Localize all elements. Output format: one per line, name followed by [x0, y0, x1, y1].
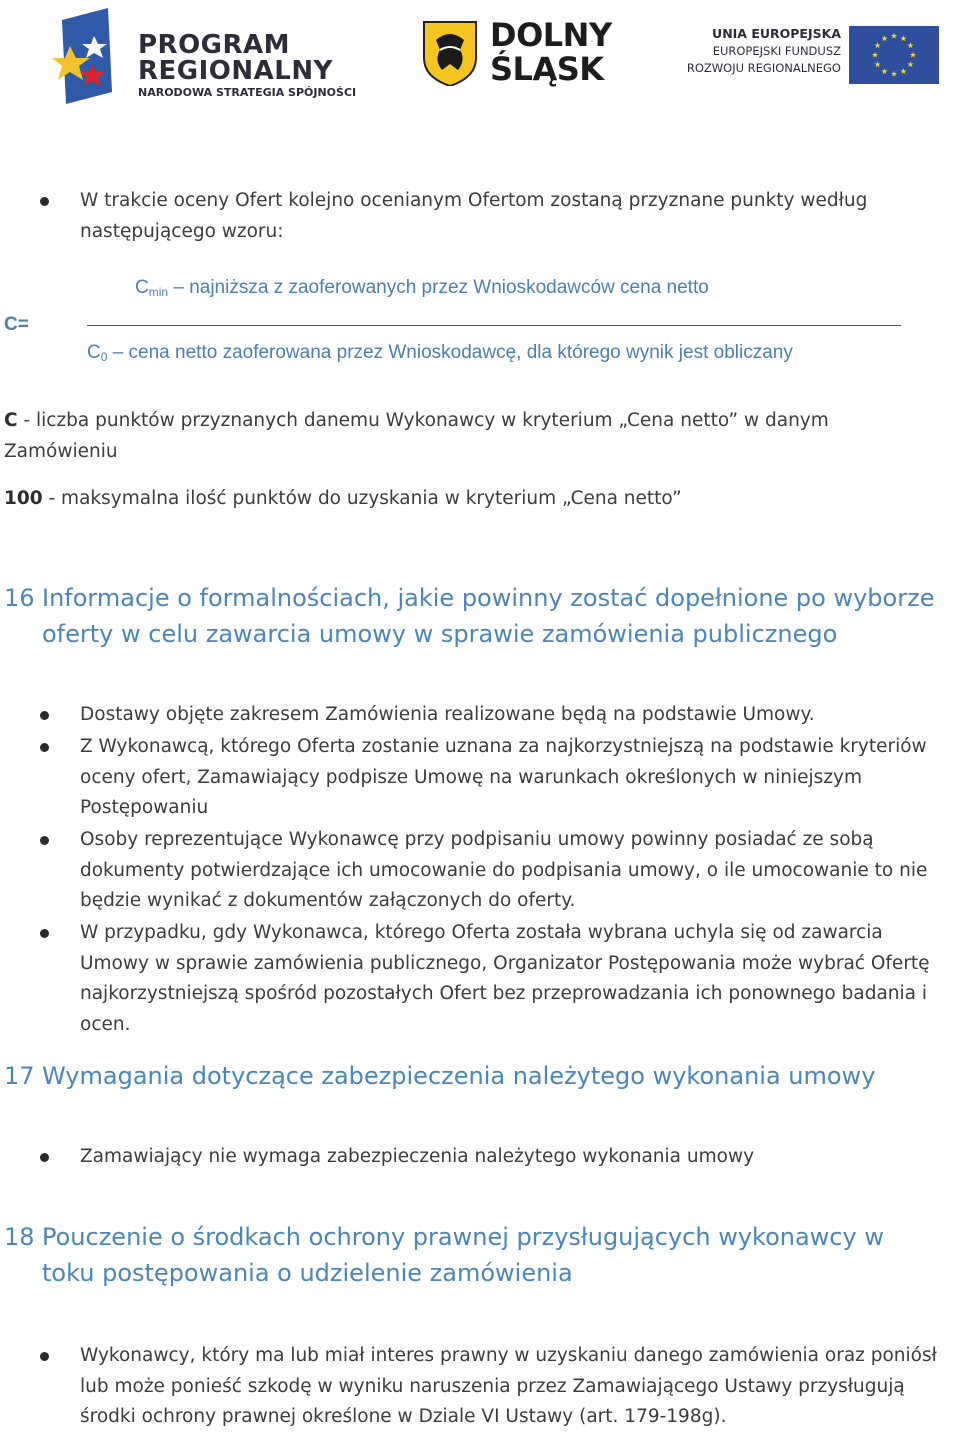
s16-bullet-1: Dostawy objęte zakresem Zamówienia realizowane będą na podstawie Umowy. [80, 704, 815, 725]
denominator-var: C [87, 342, 101, 363]
definition-text: - liczba punktów przyznanych danemu Wykonawcy w kryterium „Cena netto” w danym Zamówieniu [4, 410, 829, 462]
numerator-text: – najniższa z zaoferowanych przez Wnioskodawców cena netto [168, 277, 709, 298]
definition-c [4, 406, 904, 467]
bullet-icon [40, 836, 49, 845]
bullet-icon [40, 197, 49, 206]
fraction-line [87, 325, 901, 326]
coat-of-arms-icon [422, 20, 478, 86]
s17-bullet-1: Zamawiający nie wymaga zabezpieczenia należytego wykonania umowy [80, 1146, 755, 1167]
definition-100 [4, 484, 904, 515]
eu-flag-icon [849, 26, 939, 84]
eu-logo [683, 26, 943, 86]
section-17-title: Wymagania dotyczące zabezpieczenia należytego wykonania umowy [42, 1062, 876, 1090]
definition-text: - maksymalna ilość punktów do uzyskania w kryterium „Cena netto” [42, 488, 682, 509]
section-16-title: Informacje o formalnościach, jakie powinny zostać dopełnione po wyborze oferty w celu zawarcia umowy w sprawie zamówienia publicznego [42, 584, 935, 648]
bullet-icon [40, 1352, 49, 1361]
program-logo-line1: PROGRAM [138, 30, 291, 60]
denominator-subscript: 0 [100, 350, 108, 364]
s18-bullet-1: Wykonawcy, który ma lub miał interes prawny w uzyskaniu danego zamówienia oraz poniósł lub może ponieść szkodę w wyniku naruszenia przez Zamawiającego Ustawy przysługują środki ochrony prawnej określone w Dziale VI Ustawy (art. 179-198g). [80, 1345, 937, 1427]
formula-denominator [87, 342, 793, 364]
star-flag-icon [50, 6, 135, 106]
bullet-icon [40, 743, 49, 752]
eu-logo-line1: UNIA EUROPEJSKA [712, 26, 841, 41]
eu-logo-line3: ROZWOJU REGIONALNEGO [686, 61, 841, 75]
dolny-logo-line1: DOLNY [490, 16, 612, 54]
definition-term: C [4, 410, 18, 431]
program-regionalny-logo [50, 6, 370, 108]
intro-text: W trakcie oceny Ofert kolejno ocenianym Ofertom zostaną przyznane punkty według następującego wzoru: [80, 190, 868, 242]
dolny-logo-line2: ŚLĄSK [490, 50, 604, 88]
bullet-icon [40, 1153, 49, 1162]
s16-bullet-2: Z Wykonawcą, którego Oferta zostanie uznana za najkorzystniejszą na podstawie kryteriów oceny ofert, Zamawiający podpisze Umowę na warunkach określonych w niniejszym Postępowaniu [80, 736, 927, 818]
program-logo-line3: NARODOWA STRATEGIA SPÓJNOŚCI [138, 86, 357, 99]
section-16-number: 16 [4, 584, 35, 612]
section-18-title: Pouczenie o środkach ochrony prawnej przysługujących wykonawcy w toku postępowania o udzielenie zamówienia [42, 1223, 884, 1287]
eu-logo-line2: EUROPEJSKI FUNDUSZ [712, 44, 841, 58]
numerator-subscript: min [148, 285, 169, 299]
numerator-var: C [135, 277, 149, 298]
bullet-icon [40, 929, 49, 938]
dolny-slask-logo [422, 18, 622, 90]
program-logo-line2: REGIONALNY [138, 56, 333, 86]
formula-lhs: C= [4, 314, 29, 335]
s16-bullet-4: W przypadku, gdy Wykonawca, którego Oferta została wybrana uchyla się od zawarcia Umowy w sprawie zamówienia publicznego, Organizator Postępowania może wybrać Ofertę najkorzystniejszą spośród pozostałych Ofert bez przeprowadzania ich ponownego badania i ocen. [80, 922, 930, 1035]
s16-bullet-3: Osoby reprezentujące Wykonawcę przy podpisaniu umowy powinny posiadać ze sobą dokumenty potwierdzające ich umocowanie do podpisania umowy, o ile umocowanie to nie będzie wynikać z dokumentów załączonych do oferty. [80, 829, 928, 911]
section-17-number: 17 [4, 1062, 35, 1090]
bullet-icon [40, 711, 49, 720]
formula-numerator [135, 277, 709, 299]
definition-term: 100 [4, 488, 43, 509]
section-18-number: 18 [4, 1223, 35, 1251]
denominator-text: – cena netto zaoferowana przez Wnioskodawcę, dla którego wynik jest obliczany [107, 342, 793, 363]
